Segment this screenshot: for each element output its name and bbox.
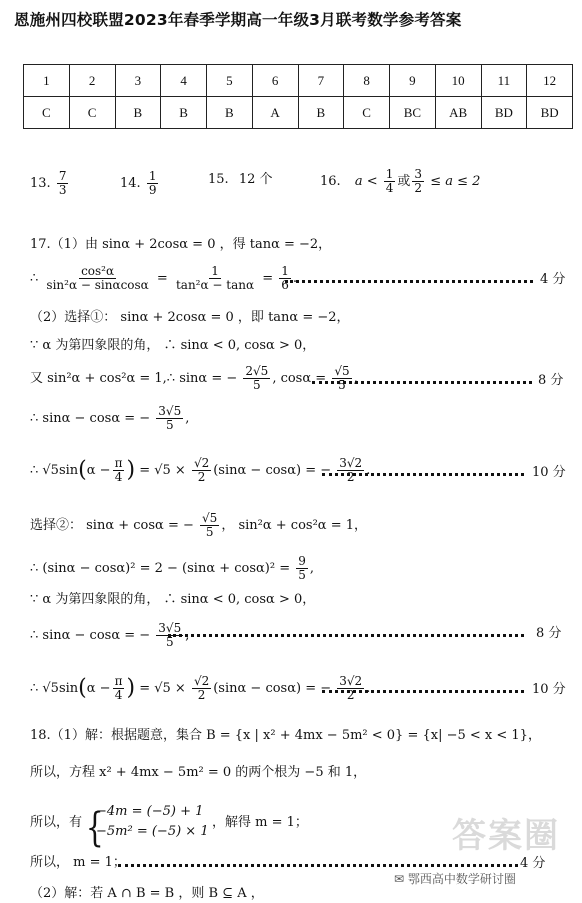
q16-den1: 4 (385, 181, 394, 195)
q17-line12-mid: = √5 × (139, 681, 186, 696)
q17-line12: ∴ √5sin(α − $\frac{\pi}{4}$ ) = √5 × $\frac{√2}{2}$ (sinα − cosα) = − $\frac{3√2}{2}$ . (30, 674, 371, 702)
q13-answer (57, 170, 69, 197)
q17-line8-den: 5 (205, 525, 214, 539)
q13-den: 3 (58, 183, 67, 197)
answer-table-answer-cell: C (344, 97, 390, 129)
answer-table-answer-cell: A (252, 97, 298, 129)
answer-table-answer-cell: BD (527, 97, 573, 129)
answer-table-number-cell: 6 (252, 65, 298, 97)
q17-line9-num: 9 (298, 554, 306, 568)
q17-line5-mid: , cosα = (272, 371, 327, 386)
q17-line11-den: 5 (165, 635, 174, 649)
q17-line6-num: 3√5 (158, 404, 182, 418)
q17-line12-pre: ∴ √5sin (30, 681, 79, 696)
q17-frac2 (174, 265, 256, 292)
answer-table-answer-cell: B (207, 97, 253, 129)
paren-close: ) (126, 675, 136, 701)
q17-line9: ∴ (sinα − cosα)² = 2 − (sinα + cosα)² = $\frac{9}{5}$ , (30, 554, 315, 582)
wechat-icon: ✉ (394, 872, 405, 886)
result-den: 2 (346, 688, 355, 702)
answer-table-number-cell: 7 (298, 65, 344, 97)
q17-line9-pre: ∴ (sinα − cosα)² = 2 − (sinα + cosα)² = (30, 561, 291, 576)
q17-line8-tail: ， sin²α + cos²α = 1， (221, 518, 367, 533)
q18-line5: （2）解：若 A ∩ B = B ，则 B ⊆ A ， (30, 886, 264, 901)
q14-label: 14. (120, 176, 141, 191)
answer-table-answer-cell: AB (435, 97, 481, 129)
q18-line3-tail: ，解得 m = 1； (212, 815, 308, 830)
q17-line11-pre: ∴ sinα − cosα = − (30, 628, 151, 643)
answer-table-answer-cell: B (161, 97, 207, 129)
sqrt2-num: √2 (193, 674, 210, 688)
score-10: 10 分 (532, 682, 566, 697)
q17-line7-tail: (sinα − cosα) = − (213, 463, 332, 478)
q14-answer (147, 170, 159, 197)
score-leader (312, 381, 532, 384)
answer-table-answer-cell: BD (481, 97, 527, 129)
q17-line10: ∵ α 为第四象限的角， ∴ sinα < 0, cosα > 0， (30, 592, 316, 607)
result-den: 2 (346, 470, 355, 484)
q18-eq1: −4m = (−5) + 1 (96, 804, 204, 819)
q17-line8-pre: 选择②： sinα + cosα = − (30, 518, 194, 533)
q18-line2: 所以，方程 x² + 4mx − 5m² = 0 的两个根为 −5 和 1， (30, 765, 367, 780)
q17-line2: ∴ $\frac{\text{cos²α}}{\text{sin²α − sinαcosα}}$ = $\frac{1}{\text{tan²α − tanα}}$ = $\frac{1}{6}$ . (30, 264, 298, 292)
q17-line5-frac1-num: 2√5 (245, 364, 269, 378)
q17-frac3-den: 6 (281, 278, 289, 292)
q17-frac2-num: 1 (211, 264, 219, 278)
answer-table-number-cell: 1 (24, 65, 70, 97)
q17-line6-pre: ∴ sinα − cosα = − (30, 411, 151, 426)
q17-line6-frac (156, 405, 183, 432)
answer-table-number-cell: 8 (344, 65, 390, 97)
score-8: 8 分 (538, 373, 564, 388)
score-leader (168, 634, 524, 637)
q17-line7-a: α − (86, 463, 111, 478)
q17-frac1 (44, 265, 150, 292)
pi-den: 4 (114, 470, 123, 484)
paren-close: ) (126, 457, 136, 483)
answer-table-answer-row (24, 97, 573, 129)
q17-line12-a: α − (86, 681, 111, 696)
q17-line5-frac1 (243, 365, 270, 392)
q17-line11: ∴ sinα − cosα = − $\frac{3√5}{5}$ , (30, 621, 190, 649)
score-leader (285, 280, 533, 283)
answer-table-number-cell: 3 (115, 65, 161, 97)
answer-table-number-cell: 9 (390, 65, 436, 97)
answer-table (23, 64, 573, 129)
q14-den: 9 (148, 183, 157, 197)
q17-line12-pi-frac (113, 675, 125, 702)
q17-line9-den: 5 (298, 568, 306, 582)
pi-den: 4 (114, 688, 123, 702)
equals: = (262, 271, 274, 286)
q13-num: 7 (58, 169, 67, 183)
q17-line4: ∵ α 为第四象限的角， ∴ sinα < 0, cosα > 0， (30, 338, 316, 353)
q13 (30, 170, 70, 197)
q13-label: 13. (30, 176, 51, 191)
sqrt2-den: 2 (197, 688, 206, 702)
q15-answer: 12 个 (238, 172, 273, 187)
answer-table-header-row (24, 65, 573, 97)
score-leader (118, 864, 518, 867)
result-num: 3√2 (339, 456, 363, 470)
paren-open: ( (78, 457, 87, 483)
answer-table-number-cell: 4 (161, 65, 207, 97)
answer-table-answer-cell: C (24, 97, 70, 129)
q18-line3-pre: 所以，有 (30, 815, 83, 830)
q16-mid: 或 (397, 174, 411, 189)
answer-table-number-cell: 12 (527, 65, 573, 97)
q17-line7-pi-frac (113, 457, 125, 484)
q17-frac1-den: sin²α − sinαcosα (46, 278, 149, 292)
q17-line5-frac1-den: 5 (253, 378, 261, 392)
q17-line9-frac (296, 555, 308, 582)
q15 (208, 172, 273, 188)
q17-line5-frac2-num: √5 (334, 364, 350, 378)
q18-line4: 所以， m = 1； (30, 855, 126, 870)
paren-open: ( (78, 675, 87, 701)
q16-num2: 3 (414, 167, 423, 181)
answer-table-number-cell: 5 (207, 65, 253, 97)
q18-line1: 18.（1）解：根据题意，集合 B = {x | x² + 4mx − 5m² < 0} = {x| −5 < x < 1}， (30, 728, 541, 743)
result-num: 3√2 (339, 674, 363, 688)
q17-line5-frac2-den: 5 (338, 378, 346, 392)
q17-frac3 (279, 265, 291, 292)
watermark-caption-text: 鄂西高中数学研讨圈 (407, 872, 516, 886)
q17-line8-num: √5 (202, 511, 218, 525)
q17-line5-pre: 又 sin²α + cos²α = 1,∴ sinα = − (30, 371, 238, 386)
therefore-symbol: ∴ (30, 271, 39, 286)
watermark-caption (394, 870, 516, 887)
answer-table-answer-cell: C (69, 97, 115, 129)
score-4: 4 分 (540, 272, 566, 287)
q17-line6: ∴ sinα − cosα = − $\frac{3√5}{5}$ , (30, 404, 190, 432)
q17-frac3-num: 1 (281, 264, 289, 278)
q16-label: 16. (320, 174, 341, 189)
q17-line12-tail: (sinα − cosα) = − (213, 681, 332, 696)
q14 (120, 170, 160, 197)
q17-frac2-den: tan²α − tanα (175, 278, 255, 292)
q16-post: ≤ a ≤ 2 (430, 174, 481, 189)
q15-label: 15. (208, 172, 229, 187)
answer-table-number-cell: 2 (69, 65, 115, 97)
sqrt2-den: 2 (197, 470, 206, 484)
q18-eq2: −5m² = (−5) × 1 (96, 824, 209, 839)
q17-line7-result (337, 457, 364, 484)
sqrt2-num: √2 (193, 456, 210, 470)
q17-line3: （2）选择①： sinα + 2cosα = 0 ，即 tanα = −2， (30, 310, 350, 325)
q16-pre: a < (354, 174, 378, 189)
q16-frac1 (384, 168, 396, 195)
answer-table-answer-cell: B (115, 97, 161, 129)
q17-line1: 17.（1）由 sinα + 2cosα = 0 ，得 tanα = −2， (30, 237, 332, 252)
pi-num: π (114, 456, 123, 470)
brace: { (85, 805, 104, 851)
q17-line6-den: 5 (165, 418, 174, 432)
q14-num: 1 (148, 169, 157, 183)
equals: = (156, 271, 168, 286)
q17-line7-sqrt2-frac (192, 457, 211, 484)
answer-table-answer-cell: BC (390, 97, 436, 129)
score-leader (322, 690, 524, 693)
q17-line7-mid: = √5 × (139, 463, 186, 478)
q17-line11-num: 3√5 (158, 621, 182, 635)
score-leader (322, 473, 524, 476)
q16-den2: 2 (414, 181, 423, 195)
q17-line12-result (337, 675, 364, 702)
score-10: 10 分 (532, 465, 566, 480)
q17-line7-pre: ∴ √5sin (30, 463, 79, 478)
q16-num1: 1 (385, 167, 394, 181)
page-title: 恩施州四校联盟2023年春季学期高一年级3月联考数学参考答案 (14, 11, 462, 29)
q17-line8-frac (200, 512, 219, 539)
q17-line5: 又 sin²α + cos²α = 1,∴ sinα = − $\frac{2√5}{5}$ , cosα = $\frac{√5}{5}$ , (30, 364, 358, 392)
answer-table-number-cell: 11 (481, 65, 527, 97)
q17-line7: ∴ √5sin(α − $\frac{\pi}{4}$ ) = √5 × $\frac{√2}{2}$ (sinα − cosα) = − $\frac{3√2}{2}$ . (30, 456, 371, 484)
q17-frac1-num: cos²α (81, 264, 115, 278)
watermark-logo: 答案圈 (452, 816, 560, 856)
answer-table-answer-cell: B (298, 97, 344, 129)
answer-table-number-cell: 10 (435, 65, 481, 97)
score-4: 4 分 (520, 856, 546, 871)
q17-line12-sqrt2-frac (192, 675, 211, 702)
q16-frac2 (412, 168, 424, 195)
pi-num: π (114, 674, 123, 688)
q17-line5-frac2 (332, 365, 351, 392)
q17-line8 (30, 512, 367, 539)
q16 (320, 168, 480, 195)
score-8: 8 分 (536, 626, 562, 641)
